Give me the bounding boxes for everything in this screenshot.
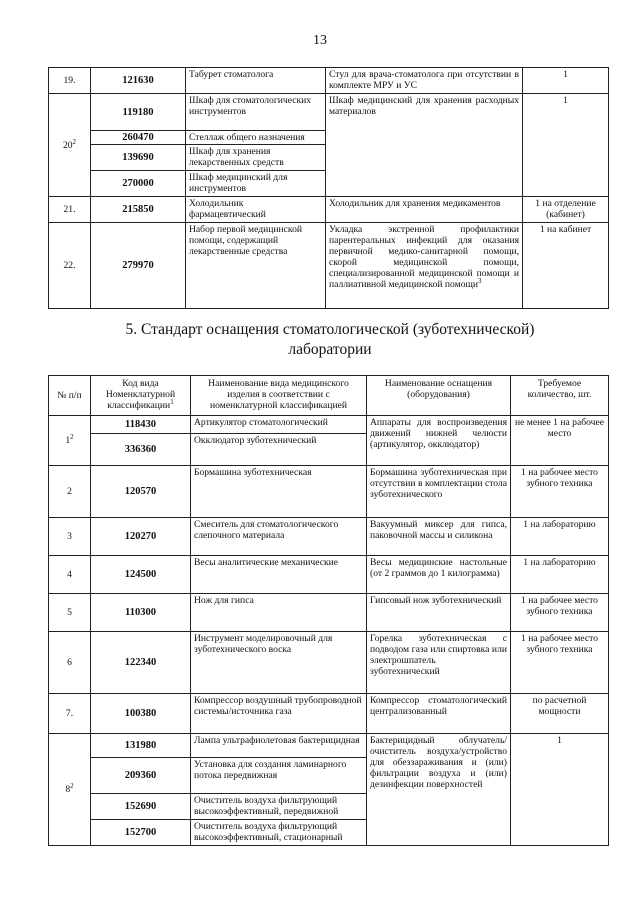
row-number: $8^2$ xyxy=(49,734,91,846)
device-name-cell: Стеллаж общего назначения xyxy=(186,131,326,145)
table-header-row xyxy=(49,376,609,416)
device-name-cell: Окклюдатор зуботехнический xyxy=(191,434,367,466)
code-cell: 110300 xyxy=(91,594,191,632)
code-cell: 152700 xyxy=(91,820,191,846)
equipment-cell: Вакуумный миксер для гипса, паковочной массы и силикона xyxy=(367,518,511,556)
row-number: 22. xyxy=(49,223,91,309)
code-cell: 118430 xyxy=(91,416,191,434)
quantity-cell: 1 xyxy=(511,734,609,846)
device-name-cell: Весы аналитические механические xyxy=(191,556,367,594)
code-cell: 260470 xyxy=(91,131,186,145)
code-cell: 122340 xyxy=(91,632,191,694)
equipment-cell: Весы медицинские настольные (от 2 граммов до 1 килограмма) xyxy=(367,556,511,594)
equipment-cell: Компрессор стоматологический централизованный xyxy=(367,694,511,734)
table-row xyxy=(49,223,609,309)
quantity-cell: не менее 1 на рабочее место xyxy=(511,416,609,466)
device-name-cell: Бормашина зуботехническая xyxy=(191,466,367,518)
code-cell: 152690 xyxy=(91,794,191,820)
device-name-cell: Нож для гипса xyxy=(191,594,367,632)
equipment-cell: Аппараты для воспроизведения движений нижней челюсти (артикулятор, окклюдатор) xyxy=(367,416,511,466)
row-number: 4 xyxy=(49,556,91,594)
quantity-cell: 1 на лабораторию xyxy=(511,518,609,556)
page-number: 13 xyxy=(313,33,327,48)
code-cell: 121630 xyxy=(91,68,186,94)
code-cell: 124500 xyxy=(91,556,191,594)
section-title: 5. Стандарт оснащения стоматологической (зуботехнической) лаборатории xyxy=(125,321,535,358)
equipment-cell: Гипсовый нож зуботехнический xyxy=(367,594,511,632)
row-number: 7. xyxy=(49,694,91,734)
table-row xyxy=(49,416,609,434)
device-name-cell: Очиститель воздуха фильтрующий высокоэффективный, передвижной xyxy=(191,794,367,820)
device-name-cell: Шкаф для хранения лекарственных средств xyxy=(186,145,326,171)
equipment-cell: Бактерицидный облучатель/очиститель воздуха/устройство для обеззараживания и (или) фильтрации воздуха и (или) дезинфекции поверхностей xyxy=(367,734,511,846)
table-row xyxy=(49,556,609,594)
quantity-cell: 1 на лабораторию xyxy=(511,556,609,594)
equipment-cell: Шкаф медицинский для хранения расходных материалов xyxy=(326,94,523,197)
code-cell: 119180 xyxy=(91,94,186,131)
code-cell: 209360 xyxy=(91,758,191,794)
header-num: № п/п xyxy=(49,376,91,416)
code-cell: 279970 xyxy=(91,223,186,309)
device-name-cell: Лампа ультрафиолетовая бактерицидная xyxy=(191,734,367,758)
row-number: 3 xyxy=(49,518,91,556)
table-row xyxy=(49,197,609,223)
header-device-name: Наименование вида медицинского изделия в соответствии с номенклатурной классификацией xyxy=(191,376,367,416)
equipment-cell: Стул для врача-стоматолога при отсутствии в комплекте МРУ и УС xyxy=(326,68,523,94)
row-number: 19. xyxy=(49,68,91,94)
device-name-cell: Набор первой медицинской помощи, содержащий лекарственные средства xyxy=(186,223,326,309)
row-number: 2 xyxy=(49,466,91,518)
equipment-cell: Горелка зуботехническая с подводом газа или спиртовка или электрошпатель зуботехнический xyxy=(367,632,511,694)
code-cell: 120570 xyxy=(91,466,191,518)
code-cell: 215850 xyxy=(91,197,186,223)
device-name-cell: Установка для создания ламинарного потока передвижная xyxy=(191,758,367,794)
table-row xyxy=(49,594,609,632)
header-quantity: Требуемое количество, шт. xyxy=(511,376,609,416)
laboratory-equipment-table xyxy=(48,375,609,846)
quantity-cell: по расчетной мощности xyxy=(511,694,609,734)
code-cell: 139690 xyxy=(91,145,186,171)
device-name-cell: Шкаф для стоматологических инструментов xyxy=(186,94,326,131)
code-cell: 100380 xyxy=(91,694,191,734)
device-name-cell: Артикулятор стоматологический xyxy=(191,416,367,434)
equipment-cell: Холодильник для хранения медикаментов xyxy=(326,197,523,223)
quantity-cell: 1 xyxy=(523,68,609,94)
device-name-cell: Очиститель воздуха фильтрующий высокоэффективный, стационарный xyxy=(191,820,367,846)
table-row xyxy=(49,94,609,131)
device-name-cell: Холодильник фармацевтический xyxy=(186,197,326,223)
header-equipment: Наименование оснащения (оборудования) xyxy=(367,376,511,416)
code-cell: 120270 xyxy=(91,518,191,556)
device-name-cell: Шкаф медицинский для инструментов xyxy=(186,171,326,197)
row-number: 21. xyxy=(49,197,91,223)
header-code: Код вида Номенклатурной классификации$^1$ xyxy=(91,376,191,416)
quantity-cell: 1 на рабочее место зубного техника xyxy=(511,466,609,518)
row-number: 6 xyxy=(49,632,91,694)
code-cell: 131980 xyxy=(91,734,191,758)
code-cell: 336360 xyxy=(91,434,191,466)
device-name-cell: Смеситель для стоматологического слепочного материала xyxy=(191,518,367,556)
table-row xyxy=(49,734,609,758)
quantity-cell: 1 на отделение (кабинет) xyxy=(523,197,609,223)
equipment-cell: Укладка экстренной профилактики парентеральных инфекций для оказания первичной медико-санитарной помощи, скорой медицинской помощи, специализированной медицинской помощи и паллиативной медицинской помощи$^3$ xyxy=(326,223,523,309)
table-row xyxy=(49,694,609,734)
table-row xyxy=(49,632,609,694)
row-number: $1^2$ xyxy=(49,416,91,466)
table-row xyxy=(49,466,609,518)
device-name-cell: Табурет стоматолога xyxy=(186,68,326,94)
quantity-cell: 1 на кабинет xyxy=(523,223,609,309)
code-cell: 270000 xyxy=(91,171,186,197)
device-name-cell: Компрессор воздушный трубопроводной системы/источника газа xyxy=(191,694,367,734)
row-number: $20^2$ xyxy=(49,94,91,197)
table-row xyxy=(49,518,609,556)
quantity-cell: 1 на рабочее место зубного техника xyxy=(511,594,609,632)
row-number: 5 xyxy=(49,594,91,632)
quantity-cell: 1 на рабочее место зубного техника xyxy=(511,632,609,694)
quantity-cell: 1 xyxy=(523,94,609,197)
equipment-cell: Бормашина зуботехническая при отсутствии в комплектации стола зуботехнического xyxy=(367,466,511,518)
equipment-table-continued xyxy=(48,67,609,309)
table-row xyxy=(49,68,609,94)
device-name-cell: Инструмент моделировочный для зуботехнического воска xyxy=(191,632,367,694)
